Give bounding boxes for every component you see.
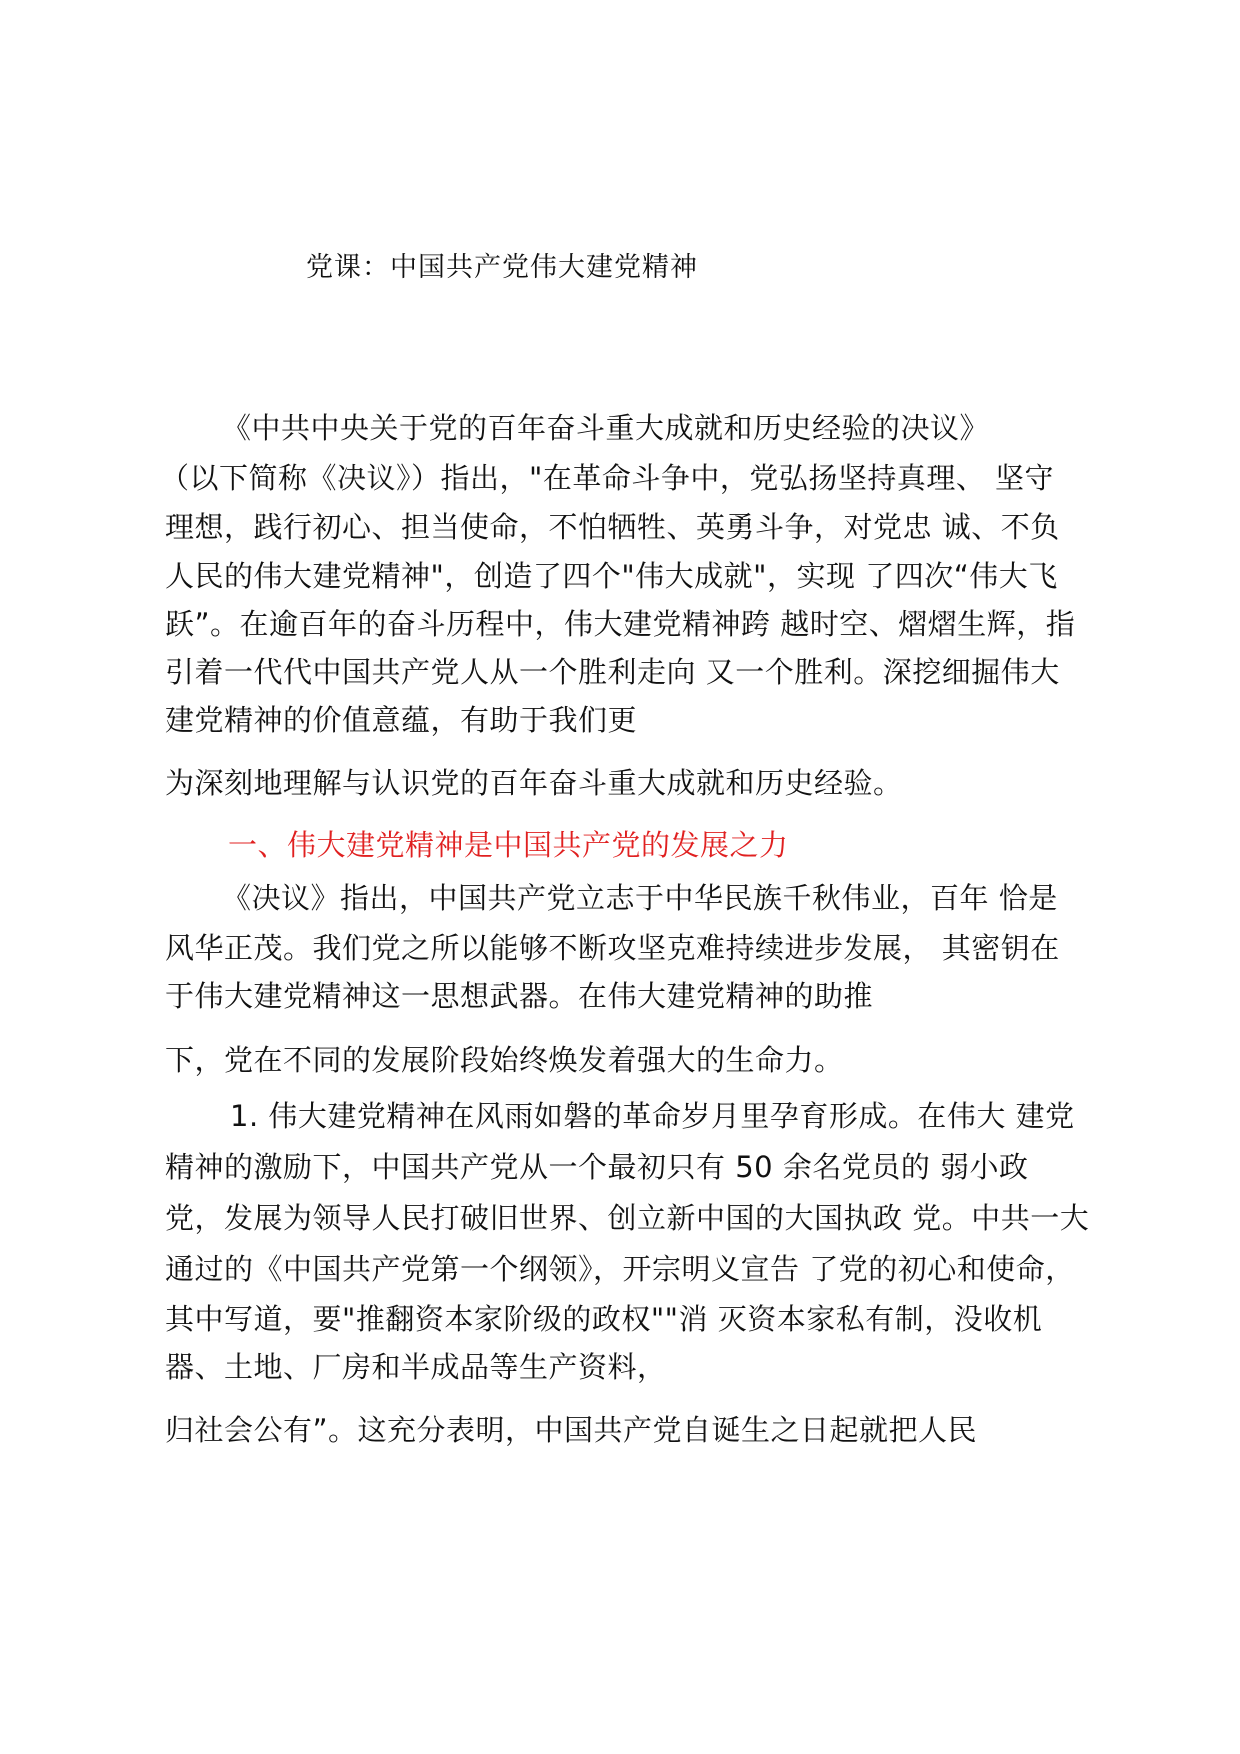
paragraph-line: 风华正茂。我们党之所以能够不断攻坚克难持续进步发展， 其密钥在 bbox=[165, 931, 1060, 965]
paragraph-line: 通过的《中国共产党第一个纲领》，开宗明义宣告 了党的初心和使命， bbox=[165, 1252, 1075, 1286]
paragraph-line: 归社会公有”。这充分表明，中国共产党自诞生之日起就把人民 bbox=[165, 1413, 978, 1447]
paragraph-line: 跃”。在逾百年的奋斗历程中，伟大建党精神跨 越时空、熠熠生辉，指 bbox=[165, 607, 1076, 641]
paragraph-line: （以下简称《决议》）指出，"在革命斗争中，党弘扬坚持真理、 坚守 bbox=[160, 461, 1055, 495]
paragraph-line: 《中共中央关于党的百年奋斗重大成就和历史经验的决议》 bbox=[222, 411, 990, 445]
section-heading: 一、伟大建党精神是中国共产党的发展之力 bbox=[228, 828, 789, 862]
document-title: 党课：中国共产党伟大建党精神 bbox=[306, 252, 698, 283]
paragraph-line: 理想，践行初心、担当使命，不怕牺牲、英勇斗争，对党忠 诚、不负 bbox=[165, 510, 1060, 544]
paragraph-line: 于伟大建党精神这一思想武器。在伟大建党精神的助推 bbox=[165, 979, 874, 1013]
paragraph-line: 1. 伟大建党精神在风雨如磐的革命岁月里孕育形成。在伟大 建党 bbox=[230, 1099, 1075, 1133]
paragraph-line: 其中写道，要"推翻资本家阶级的政权""消 灭资本家私有制，没收机 bbox=[165, 1302, 1043, 1336]
paragraph-line: 人民的伟大建党精神"，创造了四个"伟大成就"，实现 了四次“伟大飞 bbox=[165, 559, 1058, 593]
paragraph-line: 引着一代代中国共产党人从一个胜利走向 又一个胜利。深挖细掘伟大 bbox=[165, 655, 1060, 689]
paragraph-line: 为深刻地理解与认识党的百年奋斗重大成就和历史经验。 bbox=[165, 766, 903, 800]
paragraph-line: 《决议》指出，中国共产党立志于中华民族千秋伟业，百年 恰是 bbox=[222, 881, 1058, 915]
paragraph-line: 建党精神的价值意蕴，有助于我们更 bbox=[165, 703, 638, 737]
paragraph-line: 器、土地、厂房和半成品等生产资料， bbox=[165, 1350, 667, 1384]
paragraph-line: 党，发展为领导人民打破旧世界、创立新中国的大国执政 党。中共一大 bbox=[165, 1201, 1090, 1235]
paragraph-line: 精神的激励下，中国共产党从一个最初只有 50 余名党员的 弱小政 bbox=[165, 1150, 1029, 1184]
paragraph-line: 下，党在不同的发展阶段始终焕发着强大的生命力。 bbox=[165, 1043, 844, 1077]
